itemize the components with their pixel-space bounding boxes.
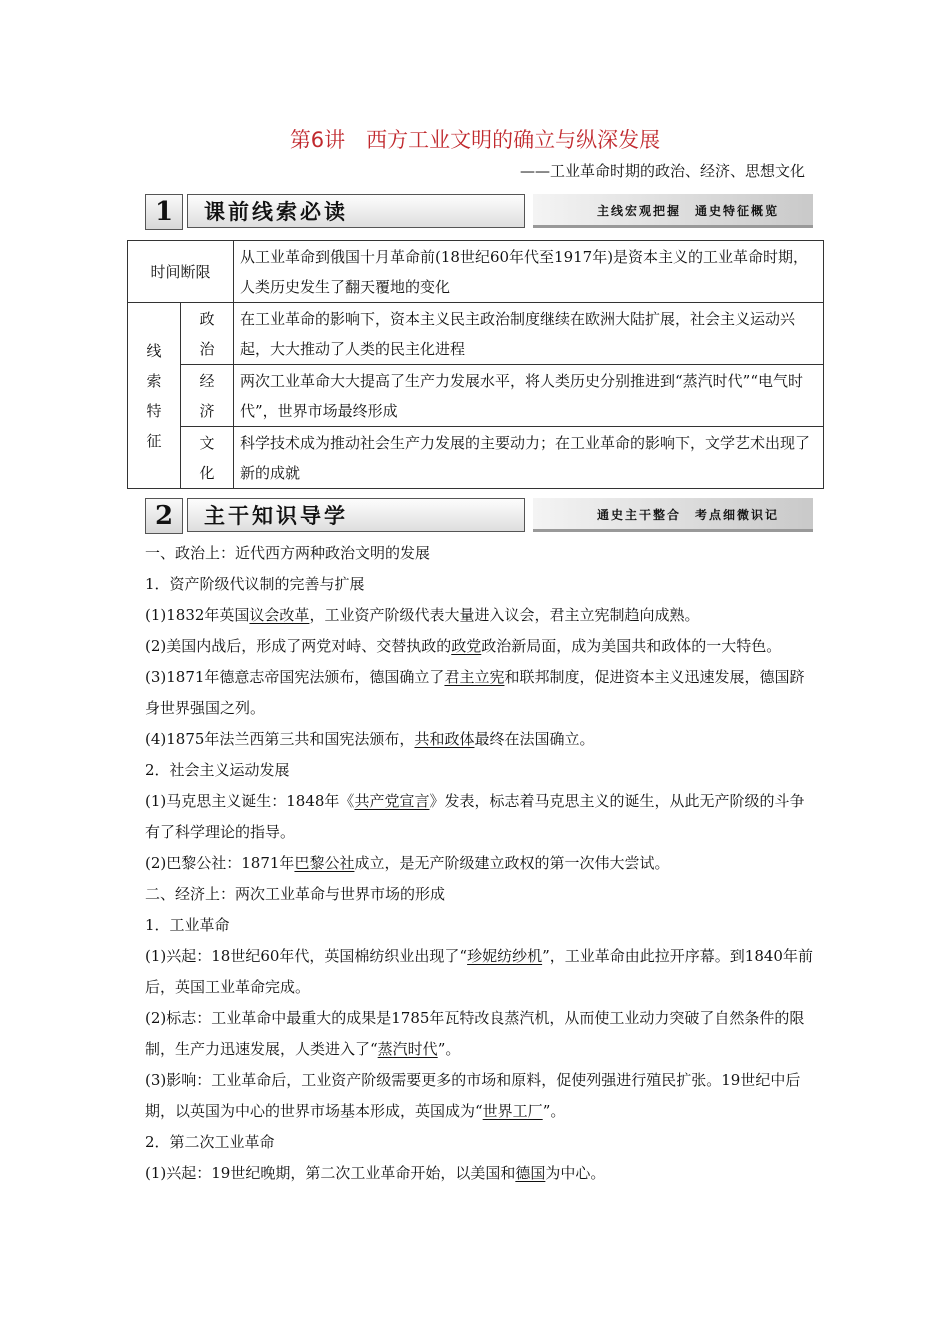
key-term: 君主立宪 [444,668,505,686]
paragraph: (3)影响：工业革命后，工业资产阶级需要更多的市场和原料，促使列强进行殖民扩张。19世纪中后期，以英国为中心的世界市场基本形成，英国成为“世界工厂”。 [145,1071,801,1120]
table-row [128,365,824,427]
key-term: 巴黎公社 [294,854,355,872]
key-term: 德国 [515,1164,546,1182]
row-text: 在工业革命的影响下，资本主义民主政治制度继续在欧洲大陆扩展，社会主义运动兴起，大大推动了人类的民主化进程 [234,303,824,365]
section-tagline: 通史主干整合 考点细微识记 [533,498,813,532]
key-term: 共产党宣言 [354,792,430,810]
page-subtitle: ——工业革命时期的政治、经济、思想文化 [519,162,805,180]
main-content [145,538,813,1189]
heading: 一、政治上：近代西方两种政治文明的发展 [145,544,431,562]
row-header: 时间断限 [128,241,234,303]
key-term: 议会改革 [249,606,310,624]
paragraph: (1)1832年英国议会改革，工业资产阶级代表大量进入议会，君主立宪制趋向成熟。 [145,606,700,624]
section-banner-2 [145,498,813,534]
paragraph: (3)1871年德意志帝国宪法颁布，德国确立了君主立宪和联邦制度，促进资本主义迅速发展，德国跻身世界强国之列。 [145,668,805,717]
subheading: 2．第二次工业革命 [145,1133,275,1151]
key-term: 共和政体 [414,730,475,748]
key-term: 政党 [451,637,482,655]
subheading: 1．资产阶级代议制的完善与扩展 [145,575,365,593]
row-header: 文 化 [181,427,234,489]
row-text: 从工业革命到俄国十月革命前(18世纪60年代至1917年)是资本主义的工业革命时期，人类历史发生了翻天覆地的变化 [234,241,824,303]
table-row [128,303,824,365]
paragraph: (2)美国内战后，形成了两党对峙、交替执政的政党政治新局面，成为美国共和政体的一大特色。 [145,637,782,655]
row-text: 科学技术成为推动社会生产力发展的主要动力；在工业革命的影响下，文学艺术出现了新的成就 [234,427,824,489]
table-row [128,241,824,303]
page-title: 第6讲 西方工业文明的确立与纵深发展 [289,128,661,152]
key-term: 世界工厂 [482,1102,543,1120]
section-number: 2 [145,498,183,534]
row-header: 政 治 [181,303,234,365]
section-tagline: 主线宏观把握 通史特征概览 [533,194,813,228]
clue-table [127,240,824,489]
subheading: 1．工业革命 [145,916,230,934]
heading: 二、经济上：两次工业革命与世界市场的形成 [145,885,446,903]
paragraph: (1)马克思主义诞生：1848年《共产党宣言》发表，标志着马克思主义的诞生，从此无产阶级的斗争有了科学理论的指导。 [145,792,805,841]
section-label: 课前线索必读 [187,194,525,228]
paragraph: (2)巴黎公社：1871年巴黎公社成立，是无产阶级建立政权的第一次伟大尝试。 [145,854,670,872]
paragraph: (2)标志：工业革命中最重大的成果是1785年瓦特改良蒸汽机，从而使工业动力突破了自然条件的限制，生产力迅速发展，人类进入了“蒸汽时代”。 [145,1009,805,1058]
paragraph: (1)兴起：19世纪晚期，第二次工业革命开始，以美国和德国为中心。 [145,1164,606,1182]
row-text: 两次工业革命大大提高了生产力发展水平，将人类历史分别推进到“蒸汽时代”“电气时代”，世界市场最终形成 [234,365,824,427]
paragraph: (4)1875年法兰西第三共和国宪法颁布，共和政体最终在法国确立。 [145,730,595,748]
subheading: 2．社会主义运动发展 [145,761,290,779]
row-header: 经 济 [181,365,234,427]
section-banner-1 [145,194,813,230]
section-number: 1 [145,194,183,230]
feature-char: 特 [146,401,162,420]
key-term: 蒸汽时代 [377,1040,438,1058]
table-row [128,427,824,489]
section-label: 主干知识导学 [187,498,525,532]
paragraph: (1)兴起：18世纪60年代，英国棉纺织业出现了“珍妮纺纱机”，工业革命由此拉开序幕。到1840年前后，英国工业革命完成。 [145,947,813,996]
key-term: 珍妮纺纱机 [467,947,543,965]
feature-char: 索 [146,371,162,390]
feature-char: 线 [146,341,162,360]
feature-header [128,303,181,489]
feature-char: 征 [146,431,162,450]
